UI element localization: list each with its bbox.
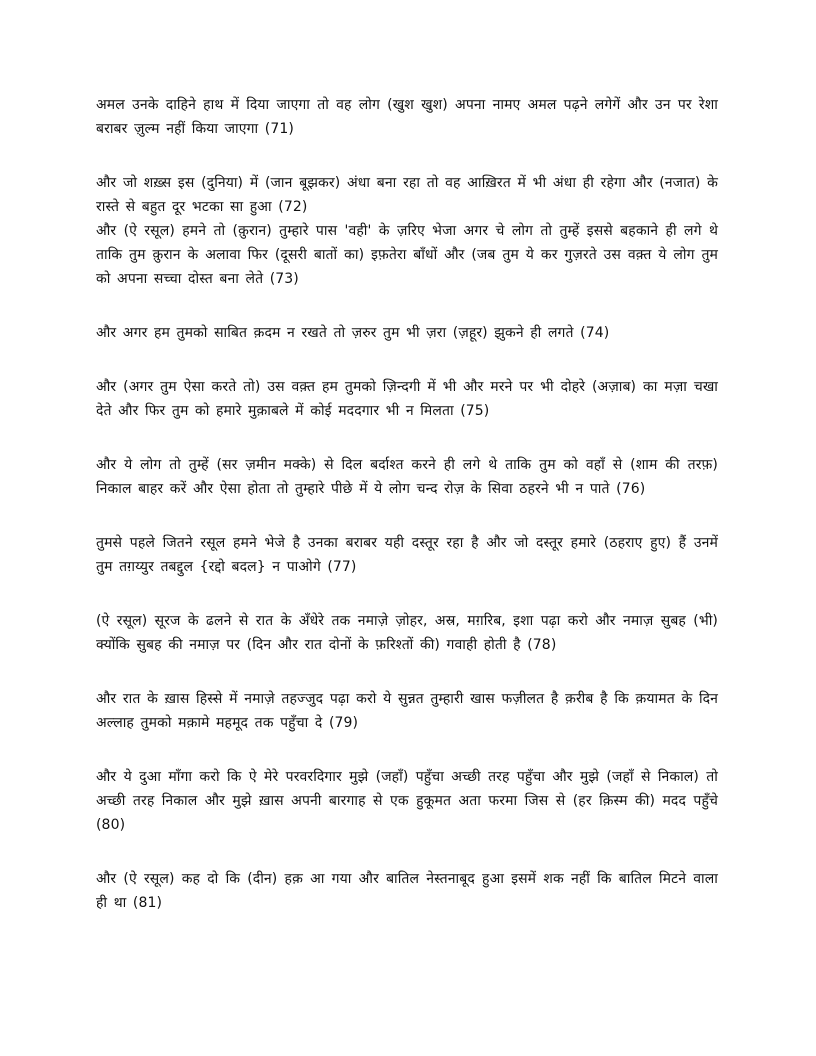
document-body	[96, 93, 718, 945]
verse-71: अमल उनके दाहिने हाथ में दिया जाएगा तो वह लोग (खुश खुश) अपना नामए अमल पढ़ने लगेगें और उन पर रेशा बराबर ज़ुल्म नहीं किया जाएगा (71)	[96, 97, 718, 137]
verse-75: और (अगर तुम ऐसा करते तो) उस वक़्त हम तुमको ज़िन्दगी में भी और मरने पर भी दोहरे (अज़ाब) का मज़ा चखा देते और फिर तुम को हमारे मुक़ाबले में कोई मददगार भी न मिलता (75)	[96, 379, 718, 419]
verse-77: तुमसे पहले जितने रसूल हमने भेजे है उनका बराबर यही दस्तूर रहा है और जो दस्तूर हमारे (ठहराए हुए) हैं उनमें तुम तग़य्युर तबद्दुल {रद्दो बदल} न पाओगे (77)	[96, 535, 718, 575]
verse-81: और (ऐ रसूल) कह दो कि (दीन) हक़ आ गया और बातिल नेस्तनाबूद हुआ इसमें शक नहीं कि बातिल मिटने वाला ही था (81)	[96, 871, 718, 911]
verse-72: और जो शख़्स इस (दुनिया) में (जान बूझकर) अंधा बना रहा तो वह आख़िरत में भी अंधा ही रहेगा और (नजात) के रास्ते से बहुत दूर भटका सा हुआ (72)	[96, 175, 718, 215]
verse-73: और (ऐ रसूल) हमने तो (क़ुरान) तुम्हारे पास 'वही' के ज़रिए भेजा अगर चे लोग तो तुम्हें इससे बहकाने ही लगे थे ताकि तुम क़ुरान के अलावा फिर (दूसरी बातों का) इफ़तेरा बाँधों और (जब तुम ये कर गुज़रते उस वक़्त ये लोग तुम को अपना सच्चा दोस्त बना लेते (73)	[96, 223, 718, 287]
verse-74: और अगर हम तुमको साबित क़दम न रखते तो ज़रुर तुम भी ज़रा (ज़हूर) झुकने ही लगते (74)	[96, 325, 610, 341]
verse-80: और ये दुआ माँगा करो कि ऐ मेरे परवरदिगार मुझे (जहाँ) पहुँचा अच्छी तरह पहुँचा और मुझे (जहाँ से निकाल) तो अच्छी तरह निकाल और मुझे ख़ास अपनी बारगाह से एक हुकूमत अता फरमा जिस से (हर क़िस्म की) मदद पहुँचे (80)	[96, 769, 718, 833]
verse-78: (ऐ रसूल) सूरज के ढलने से रात के अँधेरे तक नमाज़े ज़ोहर, अस्र, मग़रिब, इशा पढ़ा करो और नमाज़ सुबह (भी) क्योंकि सुबह की नमाज़ पर (दिन और रात दोनों के फ़रिश्तों की) गवाही होती है (78)	[96, 613, 718, 653]
verse-79: और रात के ख़ास हिस्से में नमाजे़ तहज्जुद पढ़ा करो ये सुन्नत तुम्हारी खास फज़ीलत है क़रीब है कि क़यामत के दिन अल्लाह तुमको मक़ामे महमूद तक पहुँचा दे (79)	[96, 691, 718, 731]
verse-76: और ये लोग तो तुम्हें (सर ज़मीन मक्के) से दिल बर्दाश्त करने ही लगे थे ताकि तुम को वहाँ से (शाम की तरफ़) निकाल बाहर करें और ऐसा होता तो तुम्हारे पीछे में ये लोग चन्द रोज़ के सिवा ठहरने भी न पाते (76)	[96, 457, 718, 497]
